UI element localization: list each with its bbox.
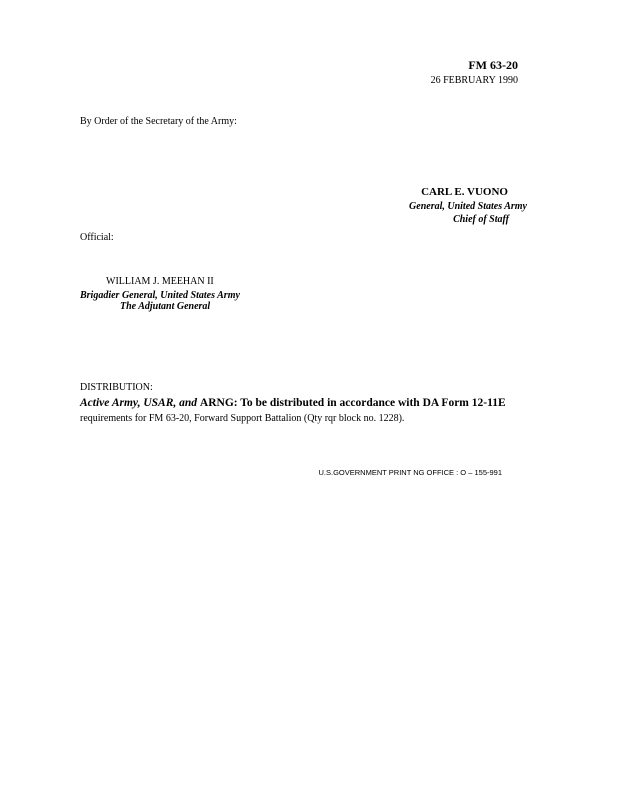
document-number: FM 63-20	[468, 58, 518, 72]
distribution-components: Active Army, USAR, and	[80, 397, 198, 409]
chief-title-position: Chief of Staff	[453, 214, 509, 225]
adjutant-name: WILLIAM J. MEEHAN II	[106, 276, 214, 287]
distribution-instruction: ARNG: To be distributed in accordance with DA Form 12-11E	[199, 397, 506, 409]
distribution-line	[80, 397, 506, 409]
adjutant-title-position: The Adjutant General	[120, 301, 211, 312]
order-line: By Order of the Secretary of the Army:	[80, 116, 237, 127]
printing-office-line: U.S.GOVERNMENT PRINT NG OFFICE : O – 155-991	[318, 468, 502, 477]
chief-name: CARL E. VUONO	[421, 186, 508, 198]
distribution-label: DISTRIBUTION:	[80, 382, 153, 393]
chief-title-rank: General, United States Army	[409, 201, 527, 212]
document-date: 26 FEBRUARY 1990	[430, 75, 518, 86]
official-label: Official:	[80, 232, 114, 243]
adjutant-title-rank: Brigadier General, United States Army	[80, 290, 240, 301]
distribution-requirements: requirements for FM 63-20, Forward Support Battalion (Qty rqr block no. 1228).	[80, 413, 405, 424]
chief-signature-block	[308, 186, 508, 198]
